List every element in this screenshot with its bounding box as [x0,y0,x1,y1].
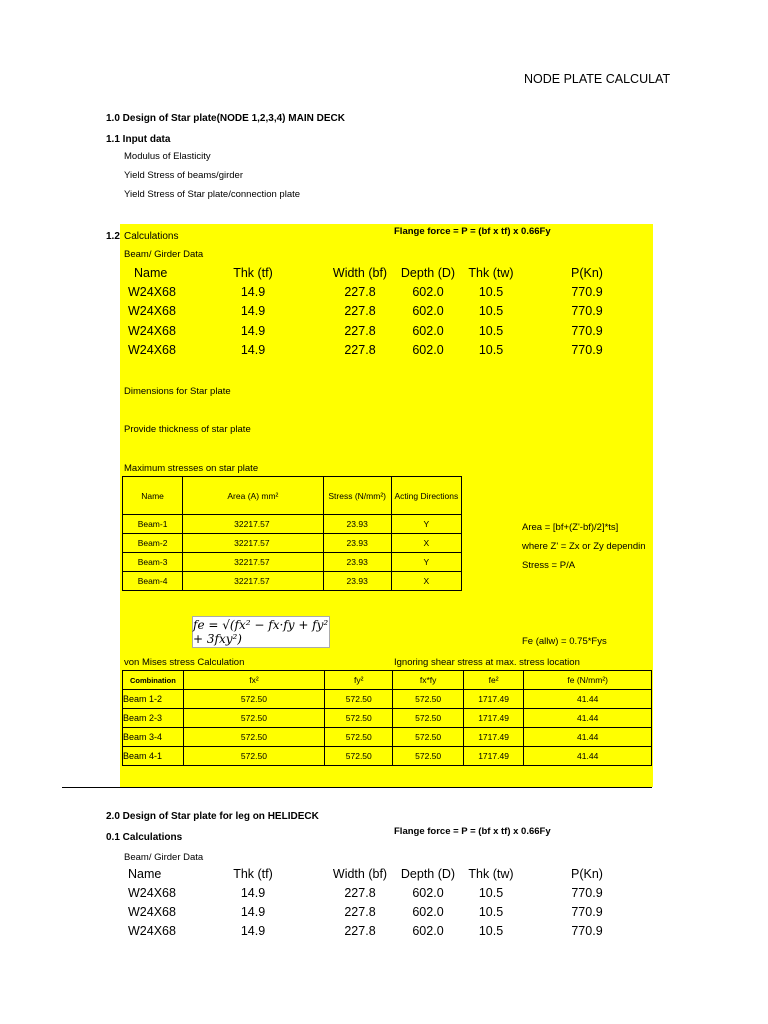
table-cell: 32217.57 [183,534,323,553]
beam-girder-label: Beam/ Girder Data [124,249,204,260]
stress-table [122,476,462,591]
table-cell: Beam 4-1 [123,747,184,766]
input-label: Yield Stress of Star plate/connection plate [124,189,301,200]
table-cell: 227.8 [344,343,376,357]
von-mises-formula: fe = √(fx² − fx·fy + fy² + 3fxy²) [193,618,329,646]
table-cell: 770.9 [571,343,603,357]
flange-formula: Flange force = P = (bf x tf) x 0.66Fy [394,226,551,237]
table-cell: 10.5 [478,285,504,299]
table-cell: 1717.49 [463,709,524,728]
ignoring-shear-label: Ignoring shear stress at max. stress location [394,657,580,668]
table-cell: 227.8 [344,924,376,938]
col-header: Acting Directions [391,477,461,515]
table-cell: 602.0 [412,886,444,900]
section1-heading: 1.0 Design of Star plate(NODE 1,2,3,4) MAIN DECK [106,113,345,124]
table-cell: W24X68 [128,324,176,338]
section-divider [62,787,652,788]
fe-allow-note: Fe (allw) = 0.75*Fys [522,636,607,647]
table-cell: 14.9 [240,304,266,318]
table-cell: 227.8 [344,905,376,919]
col-header: Stress (N/mm²) [323,477,391,515]
table-cell: 14.9 [240,343,266,357]
table-cell: 572.50 [183,747,324,766]
table-cell: 23.93 [323,534,391,553]
von-mises-label: von Mises stress Calculation [124,657,245,668]
table-cell: Beam 3-4 [123,728,184,747]
table-cell: Beam-3 [123,553,183,572]
dimensions-label: Dimensions for Star plate [124,386,231,397]
table-cell: 32217.57 [183,553,323,572]
calc-number: 1.2 [106,231,120,242]
table-cell: 1717.49 [463,747,524,766]
table-cell: 23.93 [323,553,391,572]
table-cell: Beam-2 [123,534,183,553]
table-cell: Y [391,515,461,534]
table-cell: Beam-1 [123,515,183,534]
table-cell: 770.9 [571,905,603,919]
table-cell: 1717.49 [463,690,524,709]
table-cell: 14.9 [240,324,266,338]
table-cell: 572.50 [393,690,463,709]
section2-flange-formula: Flange force = P = (bf x tf) x 0.66Fy [394,826,551,837]
col-header: fe (N/mm²) [524,671,652,690]
table-cell: 14.9 [240,285,266,299]
table-cell: 41.44 [524,747,652,766]
table-cell: 23.93 [323,515,391,534]
table-cell: 10.5 [478,324,504,338]
table-cell: W24X68 [128,886,176,900]
col-header: fx² [183,671,324,690]
table-cell: 602.0 [412,905,444,919]
table-cell: 10.5 [478,905,504,919]
table-cell: 602.0 [412,285,444,299]
col-header: fy² [325,671,393,690]
col-header: Combination [123,671,184,690]
col-header: Name [123,477,183,515]
table-cell: 1717.49 [463,728,524,747]
col-header: Thk (tf) [233,266,273,280]
col-header: fe² [463,671,524,690]
table-cell: 10.5 [478,343,504,357]
table-cell: 41.44 [524,690,652,709]
table-cell: 572.50 [183,728,324,747]
table-cell: 41.44 [524,728,652,747]
col-header: Name [128,867,162,881]
table-cell: 41.44 [524,709,652,728]
table-cell: W24X68 [128,285,176,299]
von-mises-table [122,670,652,766]
table-cell: W24X68 [128,905,176,919]
col-header: Thk (tw) [468,867,514,881]
col-header: Name [134,266,168,280]
table-cell: X [391,572,461,591]
page-title: NODE PLATE CALCULAT [524,72,671,86]
table-cell: 602.0 [412,324,444,338]
table-cell: 227.8 [344,886,376,900]
col-header: P(Kn) [571,266,603,280]
table-cell: 14.9 [240,924,266,938]
calc-label: Calculations [124,231,179,242]
col-header: P(Kn) [571,867,603,881]
col-header: Width (bf) [332,867,388,881]
table-cell: W24X68 [128,304,176,318]
input-data-heading: 1.1 Input data [106,134,171,145]
table-cell: 602.0 [412,924,444,938]
col-header: Depth (D) [400,266,456,280]
table-cell: 572.50 [393,709,463,728]
col-header: Thk (tw) [468,266,514,280]
table-cell: Beam-4 [123,572,183,591]
table-cell: 770.9 [571,924,603,938]
zx-note: where Z' = Zx or Zy dependin [522,541,646,552]
input-label: Modulus of Elasticity [124,151,211,162]
table-cell: 572.50 [325,747,393,766]
table-cell: X [391,534,461,553]
table-cell: W24X68 [128,343,176,357]
table-cell: 32217.57 [183,515,323,534]
input-label: Yield Stress of beams/girder [124,170,243,181]
table-cell: 10.5 [478,886,504,900]
section2-heading: 2.0 Design of Star plate for leg on HELIDECK [106,811,319,822]
section2-calc-label: 0.1 Calculations [106,832,183,843]
col-header: fx*fy [393,671,463,690]
max-stress-label: Maximum stresses on star plate [124,463,259,474]
table-cell: 227.8 [344,304,376,318]
table-cell: 10.5 [478,924,504,938]
table-cell: 227.8 [344,324,376,338]
table-cell: 770.9 [571,304,603,318]
table-cell: 572.50 [393,747,463,766]
table-cell: W24X68 [128,924,176,938]
col-header: Area (A) mm² [183,477,323,515]
area-note: Area = [bf+(Z'-bf)/2]*ts] [522,522,619,533]
col-header: Thk (tf) [233,867,273,881]
section2-beam-girder-label: Beam/ Girder Data [124,852,204,863]
table-cell: 572.50 [325,690,393,709]
table-cell: 10.5 [478,304,504,318]
table-cell: 14.9 [240,905,266,919]
table-cell: 572.50 [393,728,463,747]
col-header: Depth (D) [400,867,456,881]
table-cell: 770.9 [571,285,603,299]
table-cell: 770.9 [571,886,603,900]
table-cell: 602.0 [412,343,444,357]
table-cell: 23.93 [323,572,391,591]
stress-note: Stress = P/A [522,560,576,571]
table-cell: 572.50 [325,709,393,728]
table-cell: Y [391,553,461,572]
table-cell: 572.50 [183,690,324,709]
table-cell: Beam 2-3 [123,709,184,728]
table-cell: Beam 1-2 [123,690,184,709]
col-header: Width (bf) [332,266,388,280]
table-cell: 572.50 [183,709,324,728]
table-cell: 572.50 [325,728,393,747]
table-cell: 770.9 [571,324,603,338]
table-cell: 32217.57 [183,572,323,591]
table-cell: 227.8 [344,285,376,299]
table-cell: 14.9 [240,886,266,900]
table-cell: 602.0 [412,304,444,318]
thickness-label: Provide thickness of star plate [124,424,251,435]
